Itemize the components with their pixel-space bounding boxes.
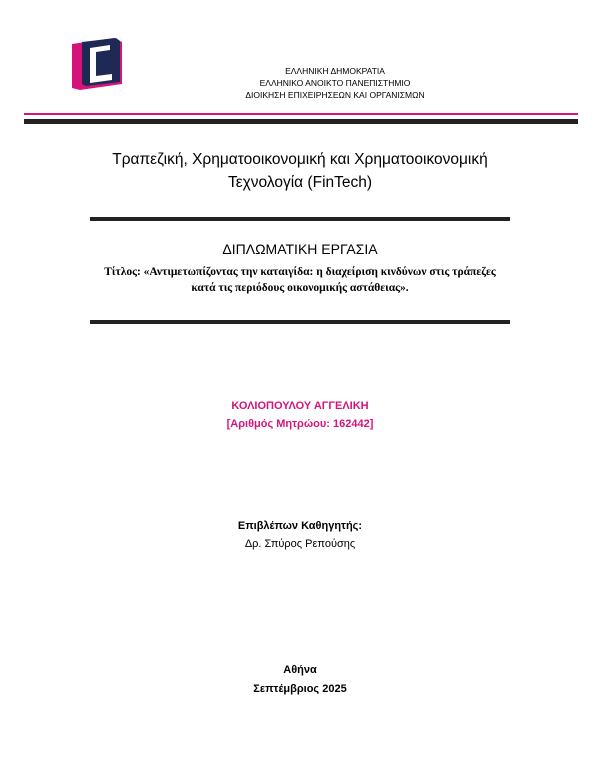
thesis-title-line2: κατά τις περιόδους οικονομικής αστάθειας». xyxy=(191,282,409,294)
thesis-rule-top xyxy=(90,217,510,221)
program-title-line1: Τραπεζική, Χρηματοοικονομική και Χρηματοοικονομική xyxy=(112,151,488,168)
footer-city: Αθήνα xyxy=(283,664,317,676)
author-name: ΚΟΛΙΟΠΟΥΛΟΥ ΑΓΓΕΛΙΚΗ xyxy=(231,400,369,412)
supervisor-name: Δρ. Σπύρος Ρεπούσης xyxy=(244,538,356,550)
author-registration: [Αριθμός Μητρώου: 162442] xyxy=(226,418,374,430)
supervisor-label: Επιβλέπων Καθηγητής: xyxy=(237,520,363,532)
thesis-rule-bottom xyxy=(90,320,510,324)
thesis-title-line1: Τίτλος: «Αντιμετωπίζοντας την καταιγίδα: η διαχείριση κινδύνων στις τράπεζες xyxy=(104,266,496,278)
header-school: ΔΙΟΙΚΗΣΗ ΕΠΙΧΕΙΡΗΣΕΩΝ ΚΑΙ ΟΡΓΑΝΙΣΜΩΝ xyxy=(245,90,425,100)
thesis-heading: ΔΙΠΛΩΜΑΤΙΚΗ ΕΡΓΑΣΙΑ xyxy=(222,241,378,257)
header-university: ΕΛΛΗΝΙΚΟ ΑΝΟΙΚΤΟ ΠΑΝΕΠΙΣΤΗΜΙΟ xyxy=(259,78,411,88)
header-country: ΕΛΛΗΝΙΚΗ ΔΗΜΟΚΡΑΤΙΑ xyxy=(285,66,385,76)
footer-date: Σεπτέμβριος 2025 xyxy=(253,683,347,695)
thesis-title xyxy=(70,264,530,296)
program-title-line2: Τεχνολογία (FinTech) xyxy=(227,174,373,191)
header-rule-accent xyxy=(24,113,578,115)
program-title xyxy=(60,148,540,194)
header-rule-dark xyxy=(24,119,578,124)
